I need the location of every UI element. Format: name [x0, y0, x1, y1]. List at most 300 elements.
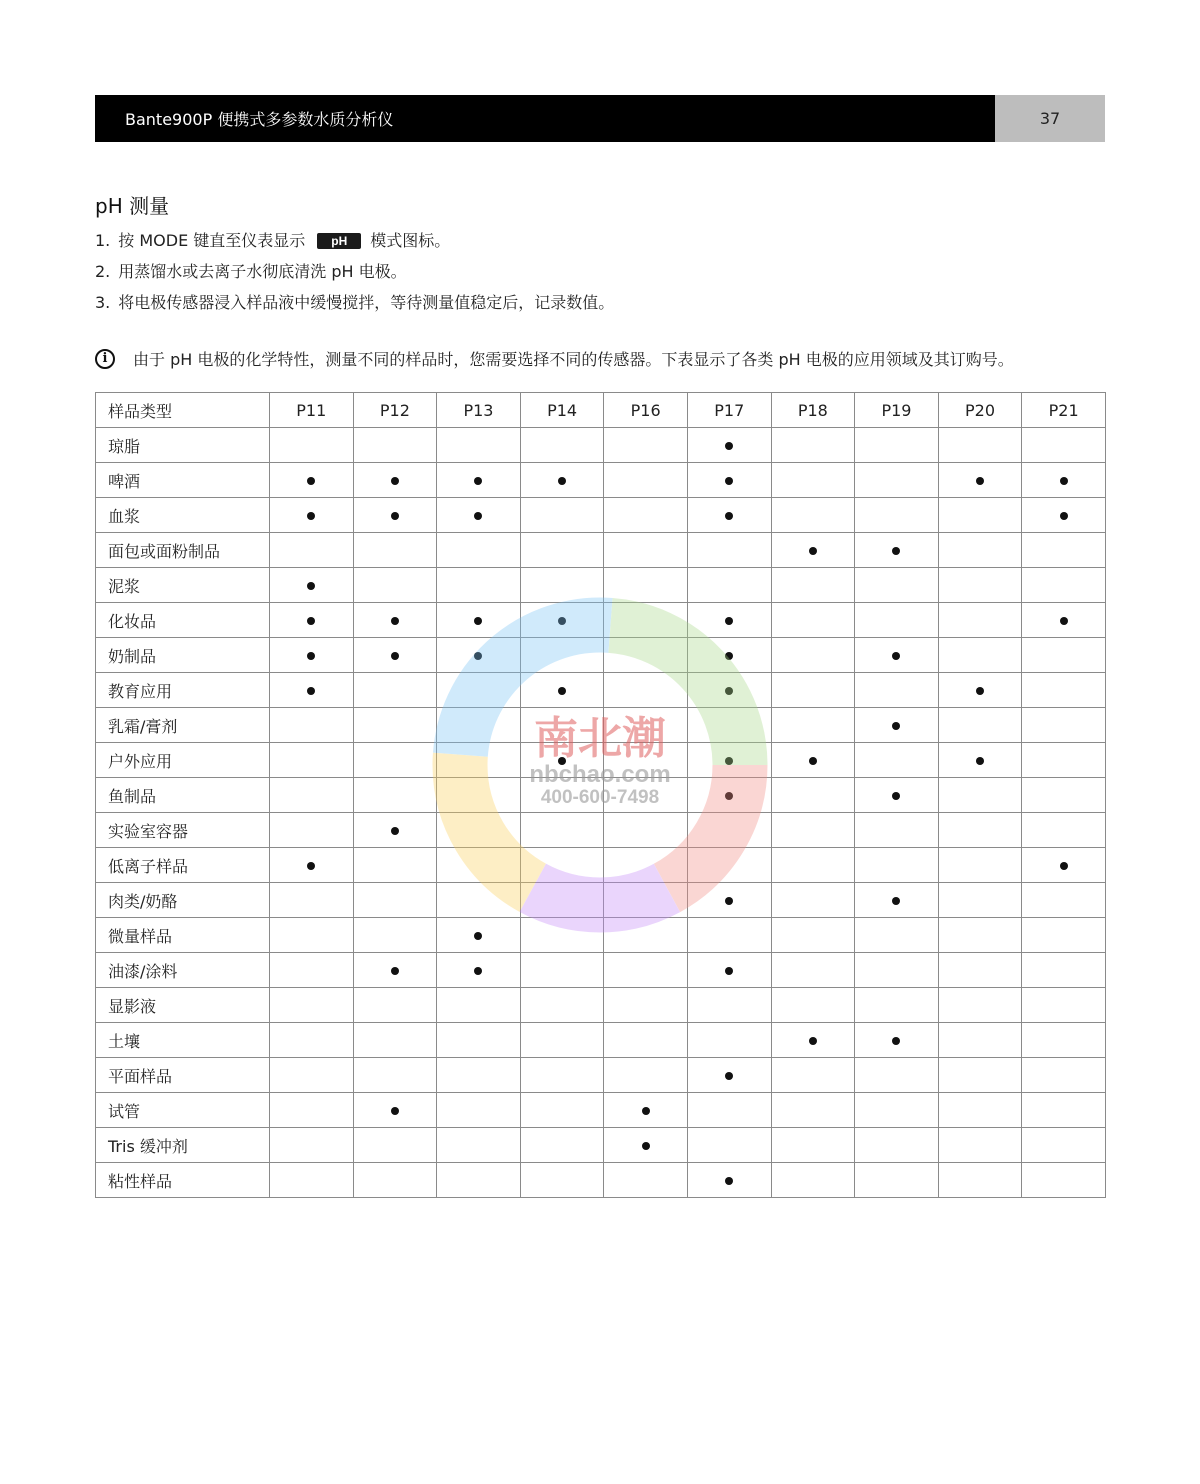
table-cell [270, 988, 354, 1023]
table-body [96, 428, 1106, 1198]
table-row [96, 673, 1106, 708]
applicable-dot-icon [307, 617, 315, 625]
table-cell [771, 813, 855, 848]
step-number: 1. [95, 230, 111, 250]
table-cell [1022, 1128, 1106, 1163]
table-cell [270, 498, 354, 533]
applicable-dot-icon [725, 1072, 733, 1080]
applicable-dot-icon [725, 477, 733, 485]
table-cell [938, 953, 1022, 988]
step-text: 模式图标。 [370, 230, 451, 250]
table-cell [687, 953, 771, 988]
applicable-dot-icon [558, 617, 566, 625]
table-cell [1022, 988, 1106, 1023]
applicable-dot-icon [474, 477, 482, 485]
table-cell [687, 918, 771, 953]
table-cell [604, 743, 688, 778]
table-cell [520, 463, 604, 498]
table-cell [687, 638, 771, 673]
table-cell [604, 463, 688, 498]
table-cell [1022, 603, 1106, 638]
table-cell [270, 1128, 354, 1163]
sample-type-label: Tris 缓冲剂 [96, 1128, 270, 1163]
table-cell [1022, 953, 1106, 988]
table-cell [771, 638, 855, 673]
table-cell [687, 1023, 771, 1058]
table-cell [771, 1128, 855, 1163]
table-cell [687, 568, 771, 603]
applicable-dot-icon [307, 477, 315, 485]
applicable-dot-icon [391, 1107, 399, 1115]
table-cell [771, 568, 855, 603]
table-cell [938, 743, 1022, 778]
applicable-dot-icon [558, 477, 566, 485]
table-cell [270, 743, 354, 778]
table-cell [604, 603, 688, 638]
table-cell [687, 428, 771, 463]
table-cell [1022, 638, 1106, 673]
applicable-dot-icon [809, 1037, 817, 1045]
table-cell [520, 918, 604, 953]
table-cell [437, 883, 521, 918]
table-cell [520, 428, 604, 463]
table-cell [771, 848, 855, 883]
table-cell [520, 533, 604, 568]
applicable-dot-icon [725, 442, 733, 450]
applicable-dot-icon [558, 687, 566, 695]
applicable-dot-icon [474, 967, 482, 975]
table-cell [938, 498, 1022, 533]
applicable-dot-icon [892, 1037, 900, 1045]
table-row [96, 1128, 1106, 1163]
table-cell [938, 848, 1022, 883]
table-cell [604, 1093, 688, 1128]
table-cell [437, 1093, 521, 1128]
table-cell [270, 883, 354, 918]
applicable-dot-icon [725, 687, 733, 695]
table-cell [437, 813, 521, 848]
column-header-electrode: P16 [604, 393, 688, 428]
table-row [96, 498, 1106, 533]
table-cell [353, 743, 437, 778]
table-cell [771, 463, 855, 498]
applicable-dot-icon [976, 757, 984, 765]
applicable-dot-icon [391, 477, 399, 485]
table-cell [1022, 498, 1106, 533]
table-cell [1022, 848, 1106, 883]
table-cell [938, 673, 1022, 708]
table-row [96, 988, 1106, 1023]
table-cell [771, 1093, 855, 1128]
applicable-dot-icon [391, 512, 399, 520]
table-cell [1022, 568, 1106, 603]
table-cell [687, 1093, 771, 1128]
table-cell [855, 428, 939, 463]
applicable-dot-icon [809, 757, 817, 765]
table-cell [437, 848, 521, 883]
column-header-electrode: P17 [687, 393, 771, 428]
table-cell [771, 953, 855, 988]
table-cell [353, 1058, 437, 1093]
table-cell [437, 778, 521, 813]
table-cell [1022, 1023, 1106, 1058]
table-row [96, 603, 1106, 638]
table-cell [938, 988, 1022, 1023]
table-cell [604, 708, 688, 743]
watermark-phone: 400-600-7498 [540, 787, 660, 808]
table-cell [687, 743, 771, 778]
table-cell [270, 1023, 354, 1058]
table-cell [771, 918, 855, 953]
table-row [96, 743, 1106, 778]
sample-type-label: 平面样品 [96, 1058, 270, 1093]
sample-type-label: 微量样品 [96, 918, 270, 953]
table-cell [771, 603, 855, 638]
table-cell [353, 533, 437, 568]
table-cell [1022, 778, 1106, 813]
applicable-dot-icon [725, 512, 733, 520]
column-header-electrode: P11 [270, 393, 354, 428]
table-cell [437, 708, 521, 743]
table-row [96, 1163, 1106, 1198]
table-cell [771, 1023, 855, 1058]
table-row [96, 813, 1106, 848]
table-cell [520, 673, 604, 708]
applicable-dot-icon [307, 862, 315, 870]
table-row [96, 1093, 1106, 1128]
watermark-brand: 南北潮 [534, 713, 666, 764]
table-row [96, 1023, 1106, 1058]
table-cell [855, 1058, 939, 1093]
table-cell [687, 463, 771, 498]
table-cell [938, 1128, 1022, 1163]
column-header-electrode: P12 [353, 393, 437, 428]
table-cell [855, 918, 939, 953]
table-cell [437, 463, 521, 498]
sample-type-label: 实验室容器 [96, 813, 270, 848]
applicable-dot-icon [1060, 617, 1068, 625]
table-cell [938, 813, 1022, 848]
table-cell [687, 848, 771, 883]
table-cell [604, 1023, 688, 1058]
applicable-dot-icon [642, 1142, 650, 1150]
table-cell [270, 1058, 354, 1093]
table-cell [437, 1163, 521, 1198]
table-cell [353, 603, 437, 638]
applicable-dot-icon [307, 687, 315, 695]
table-cell [687, 813, 771, 848]
applicable-dot-icon [725, 967, 733, 975]
table-cell [520, 813, 604, 848]
table-cell [353, 883, 437, 918]
step-text: 用蒸馏水或去离子水彻底清洗 pH 电极。 [118, 261, 407, 281]
table-cell [520, 708, 604, 743]
table-cell [687, 708, 771, 743]
table-cell [604, 428, 688, 463]
table-cell [353, 428, 437, 463]
table-cell [437, 918, 521, 953]
table-cell [604, 778, 688, 813]
table-cell [270, 568, 354, 603]
table-cell [520, 953, 604, 988]
table-cell [855, 603, 939, 638]
table-cell [270, 428, 354, 463]
table-cell [687, 603, 771, 638]
applicable-dot-icon [474, 512, 482, 520]
applicable-dot-icon [725, 757, 733, 765]
table-cell [353, 848, 437, 883]
table-cell [437, 953, 521, 988]
table-row [96, 918, 1106, 953]
table-cell [855, 673, 939, 708]
table-cell [771, 498, 855, 533]
table-cell [520, 1058, 604, 1093]
table-cell [771, 673, 855, 708]
table-cell [771, 883, 855, 918]
table-cell [938, 533, 1022, 568]
table-cell [270, 673, 354, 708]
table-cell [520, 1128, 604, 1163]
ph-mode-icon: pH [317, 233, 361, 249]
steps-list [95, 225, 614, 318]
table-cell [855, 813, 939, 848]
table-row [96, 848, 1106, 883]
applicable-dot-icon [892, 722, 900, 730]
table-cell [353, 568, 437, 603]
table-cell [604, 1058, 688, 1093]
table-cell [353, 988, 437, 1023]
table-cell [437, 743, 521, 778]
sample-type-label: 琼脂 [96, 428, 270, 463]
table-cell [855, 1128, 939, 1163]
applicable-dot-icon [474, 617, 482, 625]
applicable-dot-icon [892, 652, 900, 660]
table-cell [771, 743, 855, 778]
table-cell [604, 1128, 688, 1163]
table-row [96, 568, 1106, 603]
table-cell [687, 1128, 771, 1163]
applicable-dot-icon [892, 547, 900, 555]
column-header-electrode: P14 [520, 393, 604, 428]
sample-type-label: 油漆/涂料 [96, 953, 270, 988]
sample-type-label: 户外应用 [96, 743, 270, 778]
column-header-electrode: P13 [437, 393, 521, 428]
table-cell [604, 988, 688, 1023]
table-cell [604, 498, 688, 533]
table-cell [520, 743, 604, 778]
table-cell [1022, 428, 1106, 463]
table-cell [1022, 463, 1106, 498]
sample-type-label: 粘性样品 [96, 1163, 270, 1198]
sample-type-label: 化妆品 [96, 603, 270, 638]
applicable-dot-icon [725, 897, 733, 905]
applicable-dot-icon [391, 652, 399, 660]
applicable-dot-icon [725, 617, 733, 625]
table-cell [687, 988, 771, 1023]
table-cell [771, 1058, 855, 1093]
table-cell [1022, 533, 1106, 568]
applicable-dot-icon [474, 932, 482, 940]
table-cell [353, 708, 437, 743]
column-header-sample-type: 样品类型 [96, 393, 270, 428]
table-cell [1022, 918, 1106, 953]
step-3 [95, 287, 614, 318]
table-cell [270, 463, 354, 498]
table-cell [353, 673, 437, 708]
table-cell [604, 1163, 688, 1198]
table-cell [604, 848, 688, 883]
step-text: 将电极传感器浸入样品液中缓慢搅拌，等待测量值稳定后，记录数值。 [118, 292, 615, 312]
sample-type-label: 低离子样品 [96, 848, 270, 883]
table-cell [604, 813, 688, 848]
table-cell [1022, 1163, 1106, 1198]
table-cell [520, 1093, 604, 1128]
table-cell [604, 673, 688, 708]
table-cell [437, 988, 521, 1023]
table-cell [855, 498, 939, 533]
applicable-dot-icon [892, 897, 900, 905]
table-cell [437, 603, 521, 638]
column-header-electrode: P21 [1022, 393, 1106, 428]
table-cell [270, 708, 354, 743]
table-cell [855, 708, 939, 743]
table-cell [520, 778, 604, 813]
table-cell [938, 1023, 1022, 1058]
info-note [95, 347, 1014, 370]
sample-type-label: 奶制品 [96, 638, 270, 673]
sample-type-label: 血浆 [96, 498, 270, 533]
table-cell [604, 638, 688, 673]
table-cell [687, 778, 771, 813]
table-cell [855, 848, 939, 883]
page-number: 37 [995, 95, 1105, 142]
table-cell [270, 1163, 354, 1198]
column-header-electrode: P18 [771, 393, 855, 428]
page-header [95, 95, 1105, 142]
table-cell [520, 1163, 604, 1198]
applicable-dot-icon [474, 652, 482, 660]
table-cell [687, 498, 771, 533]
table-cell [437, 568, 521, 603]
table-cell [1022, 1093, 1106, 1128]
table-cell [938, 568, 1022, 603]
applicable-dot-icon [892, 792, 900, 800]
table-header-row [96, 393, 1106, 428]
table-cell [270, 533, 354, 568]
table-cell [270, 638, 354, 673]
sample-type-label: 面包或面粉制品 [96, 533, 270, 568]
table-cell [687, 1163, 771, 1198]
table-cell [437, 498, 521, 533]
sample-type-label: 土壤 [96, 1023, 270, 1058]
table-cell [437, 428, 521, 463]
watermark-site: nbchao.com [529, 761, 671, 788]
table-cell [520, 638, 604, 673]
applicable-dot-icon [725, 1177, 733, 1185]
table-cell [1022, 1058, 1106, 1093]
table-cell [687, 883, 771, 918]
table-cell [1022, 673, 1106, 708]
sample-type-label: 乳霜/膏剂 [96, 708, 270, 743]
table-cell [1022, 708, 1106, 743]
applicable-dot-icon [391, 827, 399, 835]
table-row [96, 638, 1106, 673]
table-cell [1022, 883, 1106, 918]
step-number: 2. [95, 261, 111, 281]
applicable-dot-icon [391, 967, 399, 975]
applicable-dot-icon [1060, 862, 1068, 870]
table-cell [520, 1023, 604, 1058]
table-cell [938, 883, 1022, 918]
table-cell [520, 568, 604, 603]
table-cell [520, 603, 604, 638]
sample-type-label: 肉类/奶酪 [96, 883, 270, 918]
table-cell [855, 988, 939, 1023]
table-cell [437, 673, 521, 708]
step-2 [95, 256, 614, 287]
table-row [96, 778, 1106, 813]
applicable-dot-icon [725, 792, 733, 800]
applicable-dot-icon [976, 477, 984, 485]
table-cell [938, 1093, 1022, 1128]
table-cell [270, 778, 354, 813]
applicable-dot-icon [725, 652, 733, 660]
table-cell [437, 1128, 521, 1163]
table-cell [520, 498, 604, 533]
table-cell [353, 918, 437, 953]
table-cell [938, 1058, 1022, 1093]
applicable-dot-icon [307, 652, 315, 660]
table-cell [771, 778, 855, 813]
table-cell [855, 463, 939, 498]
table-cell [353, 463, 437, 498]
table-cell [771, 708, 855, 743]
section-title: pH 测量 [95, 194, 170, 218]
table-cell [604, 568, 688, 603]
table-cell [855, 638, 939, 673]
electrode-application-table [95, 392, 1106, 1198]
info-icon: i [95, 349, 115, 369]
table-cell [353, 813, 437, 848]
step-1 [95, 225, 614, 256]
table-cell [1022, 743, 1106, 778]
table-cell [1022, 813, 1106, 848]
sample-type-label: 试管 [96, 1093, 270, 1128]
table-cell [520, 883, 604, 918]
table-cell [270, 848, 354, 883]
table-cell [687, 1058, 771, 1093]
table-cell [687, 673, 771, 708]
document-title: Bante900P 便携式多参数水质分析仪 [95, 95, 995, 142]
table-cell [938, 463, 1022, 498]
table-cell [353, 953, 437, 988]
table-cell [520, 988, 604, 1023]
table-cell [855, 778, 939, 813]
table-cell [604, 533, 688, 568]
applicable-dot-icon [307, 582, 315, 590]
table-cell [938, 918, 1022, 953]
table-cell [353, 1163, 437, 1198]
table-cell [855, 883, 939, 918]
applicable-dot-icon [642, 1107, 650, 1115]
table-cell [353, 498, 437, 533]
table-cell [437, 1023, 521, 1058]
note-text: 由于 pH 电极的化学特性，测量不同的样品时，您需要选择不同的传感器。下表显示了各类 pH 电极的应用领域及其订购号。 [133, 350, 1014, 369]
table-cell [855, 533, 939, 568]
applicable-dot-icon [976, 687, 984, 695]
table-cell [270, 813, 354, 848]
column-header-electrode: P19 [855, 393, 939, 428]
